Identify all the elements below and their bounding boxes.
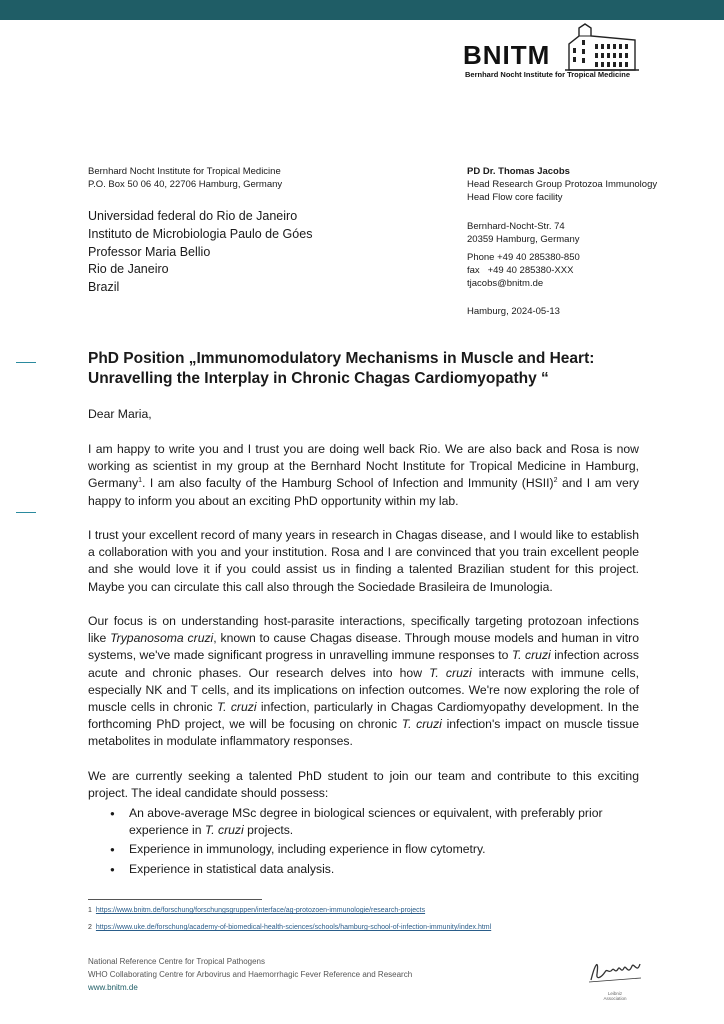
footnote-ref: 1 bbox=[138, 477, 143, 485]
requirement-item: ● Experience in statistical data analysis. bbox=[88, 861, 639, 878]
letter-subject: PhD Position „Immunomodulatory Mechanisms in Muscle and Heart: Unravelling the Interplay in Chronic Chagas Cardiomyopathy “ bbox=[88, 350, 595, 387]
fold-mark bbox=[16, 512, 36, 513]
building-logo-icon bbox=[565, 22, 639, 72]
requirements-list bbox=[88, 805, 639, 880]
paragraph-1-text: I am happy to write you and I trust you are doing well back Rio. We are also back and Rosa is now working as scientist in my group at the Bernhard Nocht Institute for Tropical Medicine in Hamburg, Germany bbox=[88, 442, 639, 491]
paragraph-3 bbox=[88, 613, 639, 751]
sender-line: P.O. Box 50 06 40, 22706 Hamburg, Germany bbox=[88, 179, 283, 190]
header-band bbox=[0, 0, 724, 20]
sender-line: Bernhard Nocht Institute for Tropical Medicine bbox=[88, 166, 281, 177]
species-name: T. cruzi bbox=[511, 648, 551, 663]
contact-block bbox=[467, 165, 657, 318]
recipient-line: Brazil bbox=[88, 280, 120, 295]
paragraph-1-text: and I am very happy to inform you about an exciting PhD opportunity within my lab. bbox=[88, 476, 639, 508]
species-name: T. cruzi bbox=[204, 823, 244, 838]
paragraph-3-text: , known to cause Chagas disease. Through mouse models and human in vitro systems, we've made significant progress in unravelling immune responses to bbox=[88, 631, 639, 663]
paragraph-3-text: interacts with immune cells, especially NK and T cells, and its implications on infection outcomes. We're now exploring the role of muscle cells in chronic bbox=[88, 665, 639, 715]
species-name: Trypanosoma cruzi bbox=[110, 631, 214, 646]
contact-phone: Phone +49 40 285380-850 bbox=[467, 252, 580, 263]
fold-mark bbox=[16, 362, 36, 363]
recipient-line: Professor Maria Bellio bbox=[88, 244, 211, 259]
footnote-number: 1 bbox=[88, 907, 92, 914]
footnote-ref: 2 bbox=[553, 477, 558, 485]
footnote-1 bbox=[88, 907, 425, 914]
contact-city: 20359 Hamburg, Germany bbox=[467, 234, 580, 245]
contact-role: Head Research Group Protozoa Immunology bbox=[467, 179, 658, 190]
footnote-link[interactable]: https://www.uke.de/forschung/academy-of-biomedical-health-sciences/schools/hamburg-school-of-infection-immunity/index.html bbox=[95, 924, 492, 931]
footnote-link[interactable]: https://www.bnitm.de/forschung/forschungsgruppen/interface/ag-protozoen-immunologie/research-projects bbox=[95, 907, 426, 914]
paragraph-1-text: . I am also faculty of the Hamburg School of Infection and Immunity (HSII) bbox=[142, 476, 554, 491]
recipient-line: Universidad federal do Rio de Janeiro bbox=[88, 209, 298, 223]
footnote-divider bbox=[88, 899, 262, 900]
contact-role: Head Flow core facility bbox=[467, 192, 563, 203]
requirement-item: ● Experience in immunology, including experience in flow cytometry. bbox=[88, 841, 639, 858]
salutation: Dear Maria, bbox=[88, 407, 152, 421]
leibniz-signature-icon bbox=[585, 954, 645, 986]
contact-name: PD Dr. Thomas Jacobs bbox=[467, 166, 570, 177]
page-footer bbox=[88, 955, 412, 994]
paragraph-3-text: infection, particularly in Chagas Cardiomyopathy development. In the forthcoming PhD project, we will be focusing on chronic bbox=[88, 700, 639, 732]
paragraph-3-text: Our focus is on understanding host-parasite interactions, specifically targeting protozoan infections like bbox=[88, 614, 639, 646]
letter-date: Hamburg, 2024-05-13 bbox=[467, 306, 560, 317]
species-name: T. cruzi bbox=[429, 665, 472, 680]
footer-line: National Reference Centre for Tropical Pathogens bbox=[88, 957, 265, 966]
footer-website-link[interactable]: www.bnitm.de bbox=[88, 983, 138, 992]
requirement-item: ● An above-average MSc degree in biological sciences or equivalent, with preferably prior experience in T. cruzi projects. bbox=[88, 805, 639, 839]
leibniz-logo bbox=[585, 954, 645, 1001]
bnitm-logo-text: BNITM bbox=[463, 40, 551, 70]
species-name: T. cruzi bbox=[216, 700, 257, 715]
recipient-line: Rio de Janeiro bbox=[88, 262, 169, 277]
contact-fax: fax +49 40 285380-XXX bbox=[467, 265, 574, 276]
footnote-number: 2 bbox=[88, 924, 92, 931]
footer-line: WHO Collaborating Centre for Arbovirus and Haemorrhagic Fever Reference and Research bbox=[88, 970, 413, 979]
leibniz-sub: Association bbox=[603, 996, 627, 1001]
paragraph-4: We are currently seeking a talented PhD student to join our team and contribute to this exciting project. The ideal candidate should possess: bbox=[88, 769, 639, 801]
leibniz-sub: Leibniz bbox=[607, 991, 623, 996]
recipient-address bbox=[88, 208, 312, 297]
paragraph-3-text: infection across acute and chronic phases. Our research delves into how bbox=[88, 648, 639, 680]
contact-street: Bernhard-Nocht-Str. 74 bbox=[467, 221, 565, 232]
species-name: T. cruzi bbox=[401, 717, 442, 732]
paragraph-2: I trust your excellent record of many years in research in Chagas disease, and I would like to establish a collaboration with you and your institution. Rosa and I are convinced that you train excellent people and she would love it if you could assist us in finding a talented Brazilian student for this project. Maybe you can circulate this call also through the Sociedade Brasileira de Imunologia. bbox=[88, 528, 639, 594]
recipient-line: Instituto de Microbiologia Paulo de Góes bbox=[88, 226, 313, 241]
sender-address bbox=[88, 165, 282, 191]
contact-email[interactable]: tjacobs@bnitm.de bbox=[467, 278, 544, 289]
footnote-2 bbox=[88, 924, 491, 931]
paragraph-3-text: infection's impact on muscle tissue metabolites in modulate inflammatory responses. bbox=[88, 717, 639, 749]
paragraph-1 bbox=[88, 441, 639, 510]
bnitm-logo-subtitle: Bernhard Nocht Institute for Tropical Medicine bbox=[465, 70, 631, 79]
